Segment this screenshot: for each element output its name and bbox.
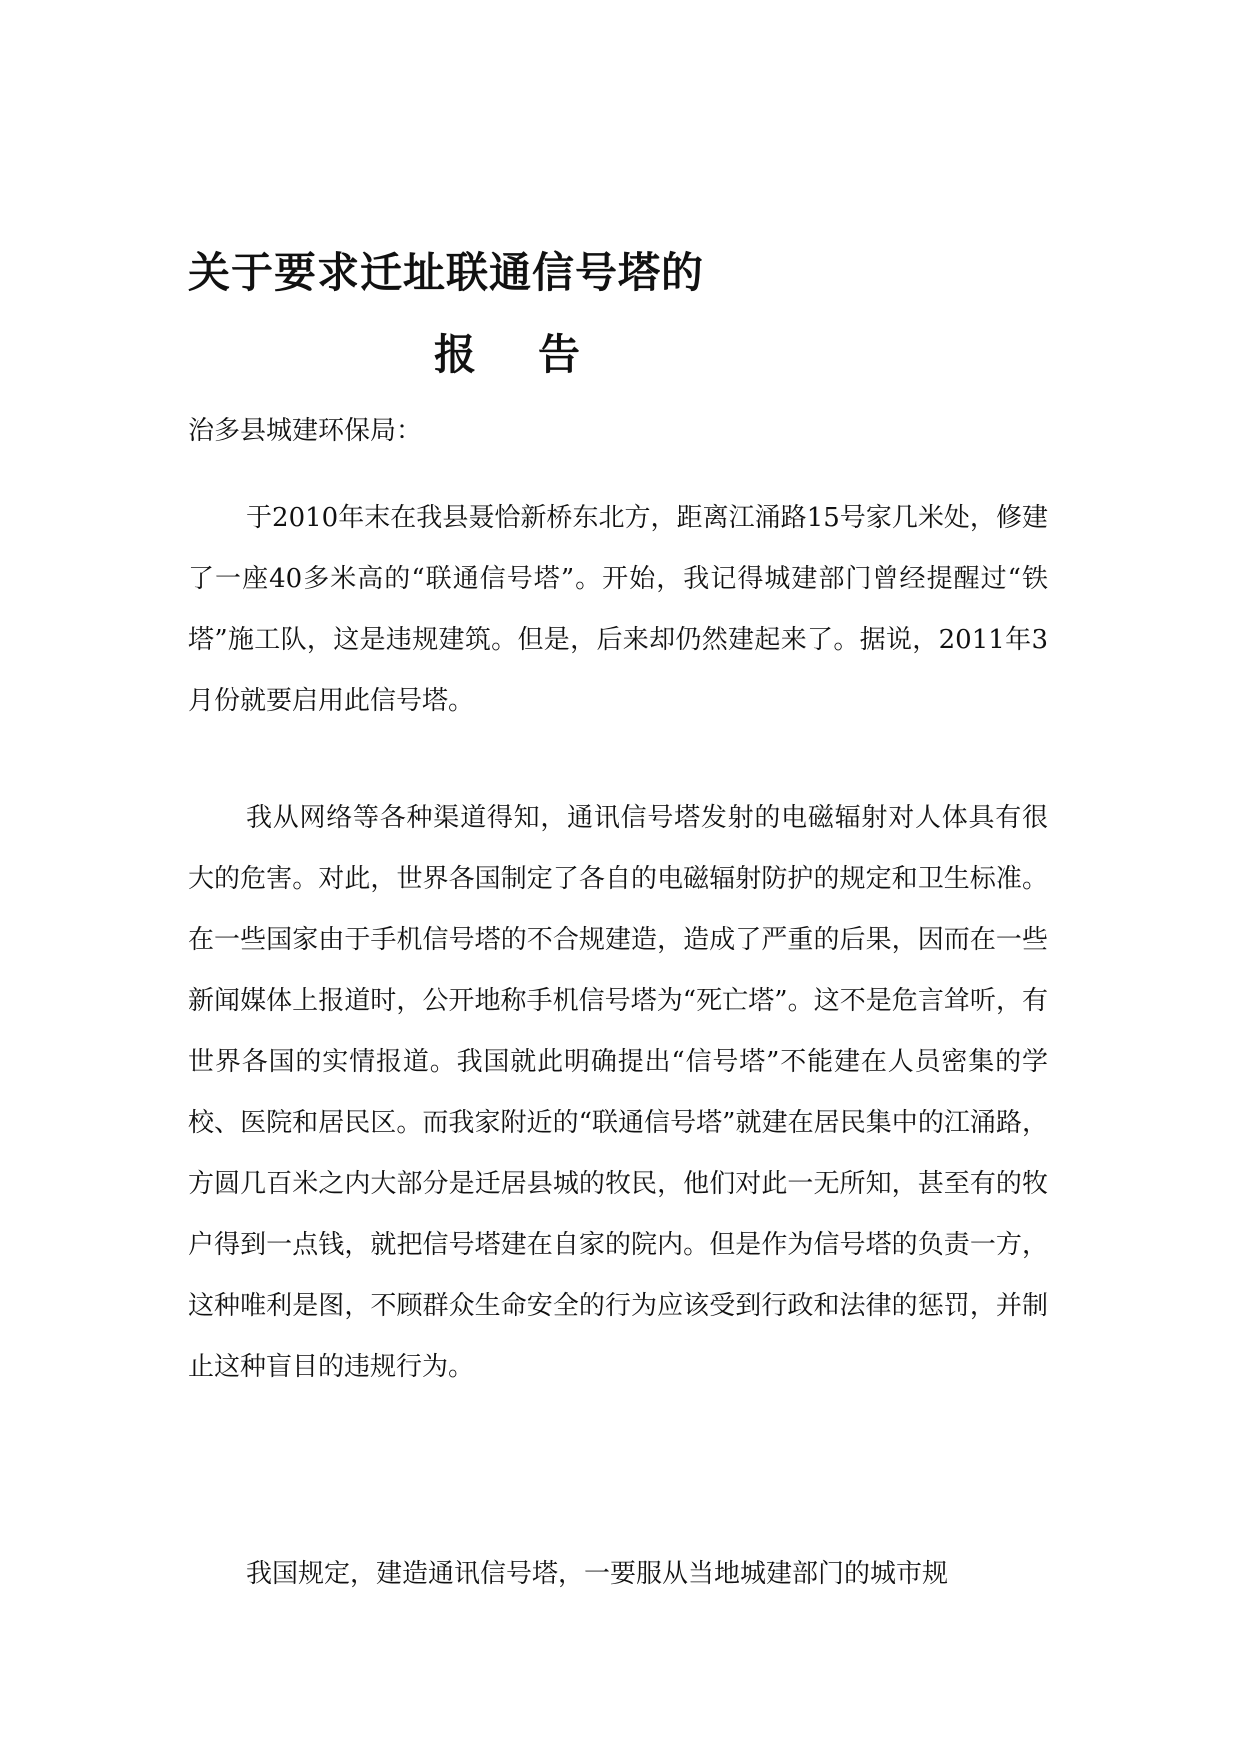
addressee: 治多县城建环保局： xyxy=(188,416,423,446)
document-title-line2: 报告 xyxy=(434,330,643,379)
paragraph-2: 我从网络等各种渠道得知，通讯信号塔发射的电磁辐射对人体具有很大的危害。对此，世界各国制定了各自的电磁辐射防护的规定和卫生标准。在一些国家由于手机信号塔的不合规建造，造成了严重的后果，因而在一些新闻媒体上报道时，公开地称手机信号塔为“死亡塔”。这不是危言耸听，有世界各国的实情报道。我国就此明确提出“信号塔”不能建在人员密集的学校、医院和居民区。而我家附近的“联通信号塔”就建在居民集中的江涌路，方圆几百米之内大部分是迁居县城的牧民，他们对此一无所知，甚至有的牧户得到一点钱，就把信号塔建在自家的院内。但是作为信号塔的负责一方，这种唯利是图，不顾群众生命安全的行为应该受到行政和法律的惩罚，并制止这种盲目的违规行为。 xyxy=(188,803,1048,1382)
paragraph-1: 于2010年末在我县聂恰新桥东北方，距离江涌路15号家几米处，修建了一座40多米高的“联通信号塔”。开始，我记得城建部门曾经提醒过“铁塔”施工队，这是违规建筑。但是，后来却仍然建起来了。据说，2011年3月份就要启用此信号塔。 xyxy=(188,503,1048,716)
paragraph-3: 我国规定，建造通讯信号塔，一要服从当地城建部门的城市规 xyxy=(246,1559,949,1589)
document-title-line1: 关于要求迁址联通信号塔的 xyxy=(188,248,705,297)
